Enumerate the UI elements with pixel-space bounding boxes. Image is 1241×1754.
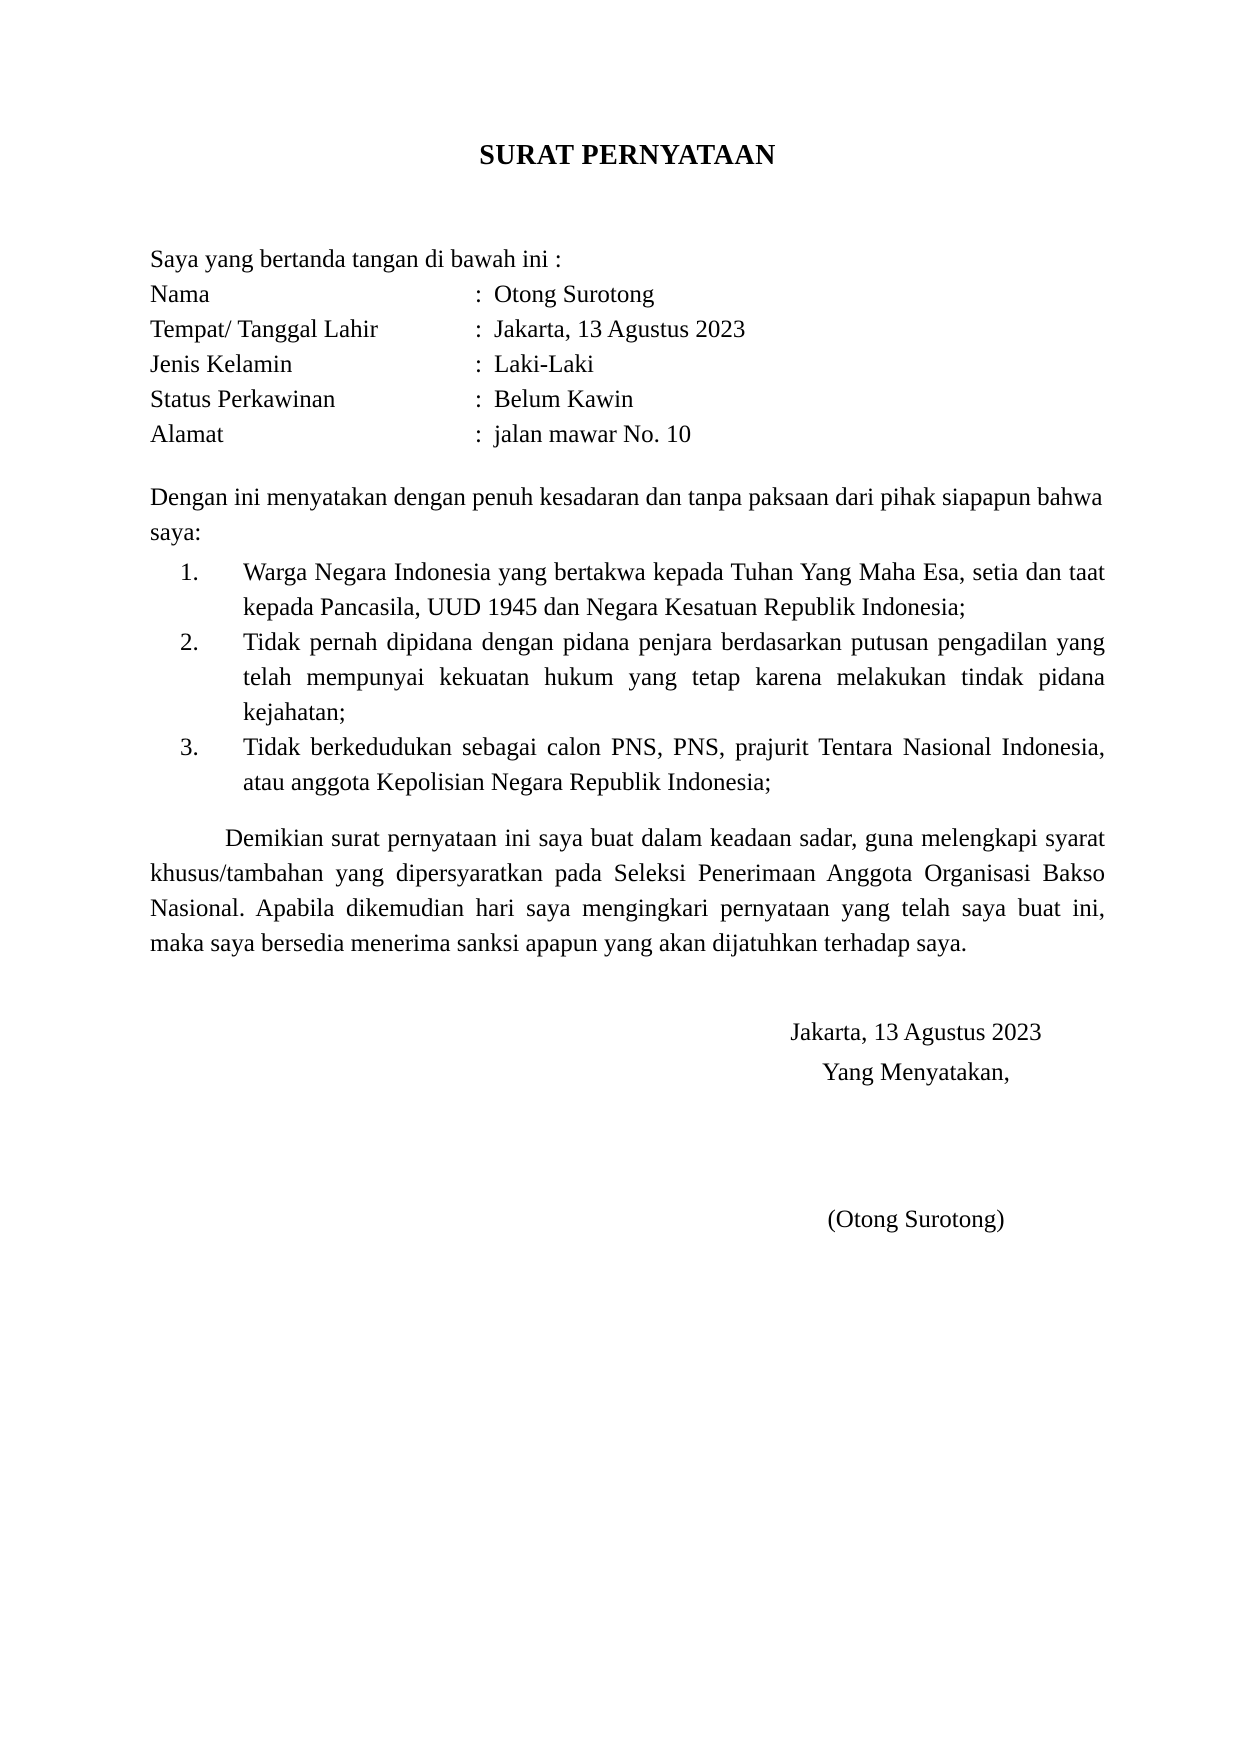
identity-fields-block <box>150 277 1105 452</box>
statement-number: 3. <box>180 734 199 761</box>
field-row-nama <box>150 277 1105 312</box>
field-row-tempat-tanggal-lahir <box>150 312 1105 347</box>
signature-block <box>766 1013 1066 1093</box>
field-row-jenis-kelamin <box>150 347 1105 382</box>
intro-line: Saya yang bertanda tangan di bawah ini : <box>150 246 562 273</box>
signature-role: Yang Menyatakan, <box>822 1059 1010 1086</box>
statement-intro: Dengan ini menyatakan dengan penuh kesadaran dan tanpa paksaan dari pihak siapapun bahwa saya: <box>150 484 1103 546</box>
letter-title: SURAT PERNYATAAN <box>479 140 776 171</box>
field-colon: : <box>475 351 482 378</box>
field-label: Jenis Kelamin <box>150 351 293 378</box>
statement-text: Tidak pernah dipidana dengan pidana penjara berdasarkan putusan pengadilan yang telah mempunyai kekuatan hukum yang tetap karena melakukan tindak pidana kejahatan; <box>243 629 1105 726</box>
field-label: Alamat <box>150 421 224 448</box>
statement-text: Warga Negara Indonesia yang bertakwa kepada Tuhan Yang Maha Esa, setia dan taat kepada Pancasila, UUD 1945 dan Negara Kesatuan Republik Indonesia; <box>243 559 1105 621</box>
field-label: Status Perkawinan <box>150 386 336 413</box>
closing-paragraph: Demikian surat pernyataan ini saya buat dalam keadaan sadar, guna melengkapi syarat khusus/tambahan yang dipersyaratkan pada Seleksi Penerimaan Anggota Organisasi Bakso Nasional. Apabila dikemudian hari saya mengingkari pernyataan yang telah saya buat ini, maka saya bersedia menerima sanksi apapun yang akan dijatuhkan terhadap saya. <box>150 825 1105 957</box>
statement-number: 1. <box>180 559 199 586</box>
statement-number: 2. <box>180 629 199 656</box>
field-label: Tempat/ Tanggal Lahir <box>150 316 378 343</box>
signature-name-block <box>766 1202 1066 1237</box>
field-value: jalan mawar No. 10 <box>493 421 692 448</box>
statement-item-1 <box>180 555 1105 625</box>
statement-text: Tidak berkedudukan sebagai calon PNS, PNS, prajurit Tentara Nasional Indonesia, atau anggota Kepolisian Negara Republik Indonesia; <box>243 734 1105 796</box>
signature-place-date: Jakarta, 13 Agustus 2023 <box>790 1019 1042 1046</box>
field-colon: : <box>475 386 482 413</box>
field-colon: : <box>475 421 482 448</box>
field-value: Jakarta, 13 Agustus 2023 <box>493 316 746 343</box>
field-value: Otong Surotong <box>493 281 655 308</box>
statement-item-3 <box>180 730 1105 800</box>
statements-list <box>180 555 1105 800</box>
statement-item-2 <box>180 625 1105 730</box>
field-value: Belum Kawin <box>493 386 634 413</box>
field-value: Laki-Laki <box>493 351 594 378</box>
field-colon: : <box>475 281 482 308</box>
field-row-status-perkawinan <box>150 382 1105 417</box>
field-colon: : <box>475 316 482 343</box>
signature-name: (Otong Surotong) <box>827 1206 1005 1233</box>
field-label: Nama <box>150 281 210 308</box>
field-row-alamat <box>150 417 1105 452</box>
